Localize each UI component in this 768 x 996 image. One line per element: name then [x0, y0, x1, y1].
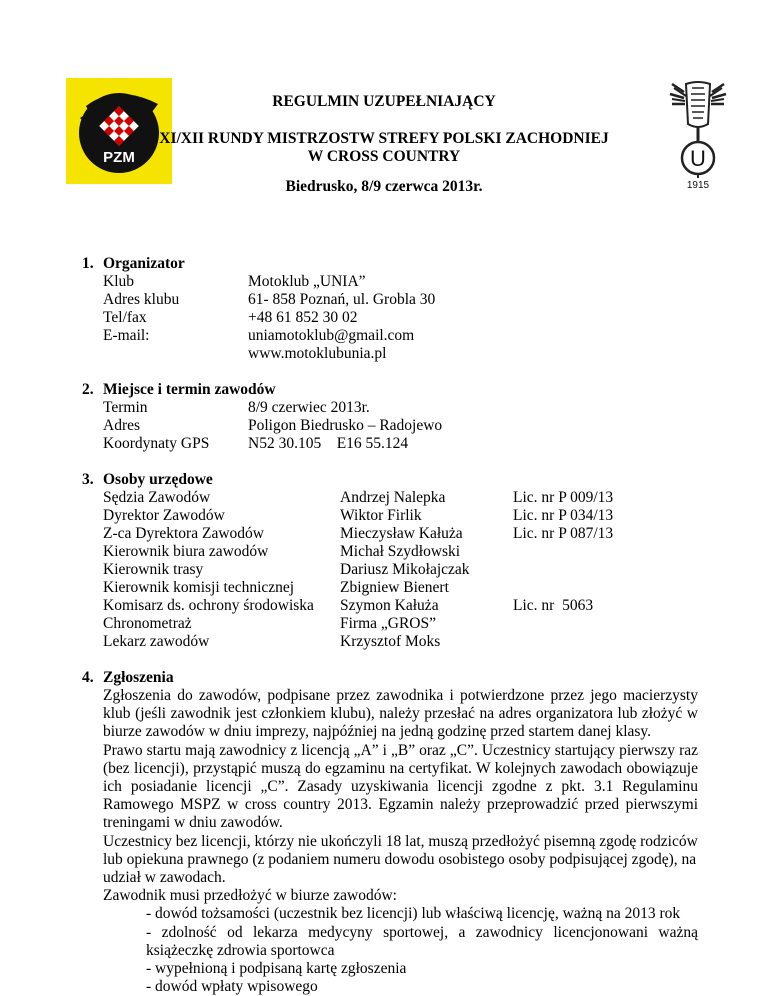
section-2-number: 2.: [82, 381, 94, 398]
official-license: Lic. nr P 009/13: [513, 489, 614, 506]
entries-list-item: - dowód tożsamości (uczestnik bez licencji) lub właściwą licencję, ważną na 2013 rok: [146, 905, 681, 923]
official-name: Krzysztof Moks: [340, 633, 441, 650]
official-name: Andrzej Nalepka: [340, 489, 446, 506]
venue-label: Termin: [103, 399, 148, 416]
pzm-logo-text: PZM: [103, 149, 135, 166]
official-role: Lekarz zawodów: [103, 633, 210, 650]
venue-value: Poligon Biedrusko – Radojewo: [248, 417, 443, 434]
official-role: Dyrektor Zawodów: [103, 507, 225, 524]
entries-list-item: - zdolność od lekarza medycyny sportowej, a zawodnicy licencjonowani ważną książeczkę zdrowia sportowca: [146, 923, 698, 959]
official-name: Dariusz Mikołajczak: [340, 561, 470, 578]
unia-logo-year: 1915: [686, 180, 710, 190]
official-license: Lic. nr P 087/13: [513, 525, 614, 542]
entries-body: [103, 687, 698, 996]
section-3-title: Osoby urzędowe: [103, 471, 213, 488]
official-license: Lic. nr 5063: [513, 597, 594, 614]
unia-logo-letter: U: [690, 146, 706, 171]
official-role: Chronometraż: [103, 615, 192, 632]
official-license: Lic. nr P 034/13: [513, 507, 614, 524]
official-name: Mieczysław Kałuża: [340, 525, 463, 542]
organizer-email[interactable]: uniamotoklub@gmail.com: [248, 327, 415, 344]
section-4-number: 4.: [82, 669, 94, 686]
section-1-number: 1.: [82, 255, 94, 272]
entries-paragraph-1: Zgłoszenia do zawodów, podpisane przez zawodnika i potwierdzone przez jego macierzysty klub (jeśli zawodnik jest członkiem klubu), należy przesłać na adres organizatora lub złożyć w biurze zawodów w dniu imprezy, najpóźniej na jedną godzinę przed startem danej klasy.: [103, 687, 698, 741]
section-1-title: Organizator: [103, 255, 185, 272]
venue-value: 8/9 czerwiec 2013r.: [248, 399, 370, 416]
official-name: Zbigniew Bienert: [340, 579, 449, 596]
document-title: REGULMIN UZUPEŁNIAJĄCY: [272, 93, 496, 110]
organizer-value: 61- 858 Poznań, ul. Grobla 30: [248, 291, 436, 308]
document-subtitle-2: W CROSS COUNTRY: [307, 148, 461, 165]
section-2-title: Miejsce i termin zawodów: [103, 381, 276, 398]
section-4-title: Zgłoszenia: [103, 669, 174, 686]
entries-list-item: - wypełnioną i podpisaną kartę zgłoszenia: [146, 960, 407, 978]
entries-paragraph-4: Zawodnik musi przedłożyć w biurze zawodów:: [103, 887, 397, 905]
document-place-date: Biedrusko, 8/9 czerwca 2013r.: [285, 178, 483, 195]
organizer-label: Klub: [103, 273, 134, 290]
official-name: Michał Szydłowski: [340, 543, 461, 560]
document-subtitle-1: XI/XII RUNDY MISTRZOSTW STREFY POLSKI ZACHODNIEJ: [159, 130, 609, 147]
organizer-label: E-mail:: [103, 327, 150, 344]
organizer-value: Motoklub „UNIA”: [248, 273, 366, 290]
official-role: Z-ca Dyrektora Zawodów: [103, 525, 264, 542]
organizer-label: Adres klubu: [103, 291, 180, 308]
venue-gps: N52 30.105 E16 55.124: [248, 435, 409, 452]
official-name: Firma „GROS”: [340, 615, 437, 632]
venue-label: Koordynaty GPS: [103, 435, 210, 452]
organizer-value: +48 61 852 30 02: [248, 309, 358, 326]
entries-paragraph-2: Prawo startu mają zawodnicy z licencją „A” i „B” oraz „C”. Uczestnicy startujący pierwszy raz (bez licencji), przystąpić muszą do egzaminu na certyfikat. W kolejnych zawodach obowiązuje ich posiadanie licencji „C”. Zasady uzyskiwania licencji zgodne z pkt. 3.1 Regulaminu Ramowego MSPZ w cross country 2013. Egzamin należy przeprowadzić przed pierwszymi treningami w dniu zawodów.: [103, 741, 698, 832]
official-role: Kierownik komisji technicznej: [103, 579, 295, 596]
official-role: Kierownik biura zawodów: [103, 543, 269, 560]
official-name: Wiktor Firlik: [340, 507, 422, 524]
entries-list-item: - dowód wpłaty wpisowego: [146, 978, 318, 996]
official-role: Sędzia Zawodów: [103, 489, 211, 506]
official-role: Komisarz ds. ochrony środowiska: [103, 597, 314, 614]
organizer-website[interactable]: www.motoklubunia.pl: [248, 345, 387, 362]
official-role: Kierownik trasy: [103, 561, 204, 578]
venue-label: Adres: [103, 417, 141, 434]
official-name: Szymon Kałuża: [340, 597, 439, 614]
section-3-number: 3.: [82, 471, 94, 488]
organizer-label: Tel/fax: [103, 309, 147, 326]
entries-paragraph-3: Uczestnicy bez licencji, którzy nie ukończyli 18 lat, muszą przedłożyć pisemną zgodę rodziców lub opiekuna prawnego (z podaniem numeru dowodu osobistego osoby podpisującej zgodę), na udział w zawodach.: [103, 832, 698, 887]
